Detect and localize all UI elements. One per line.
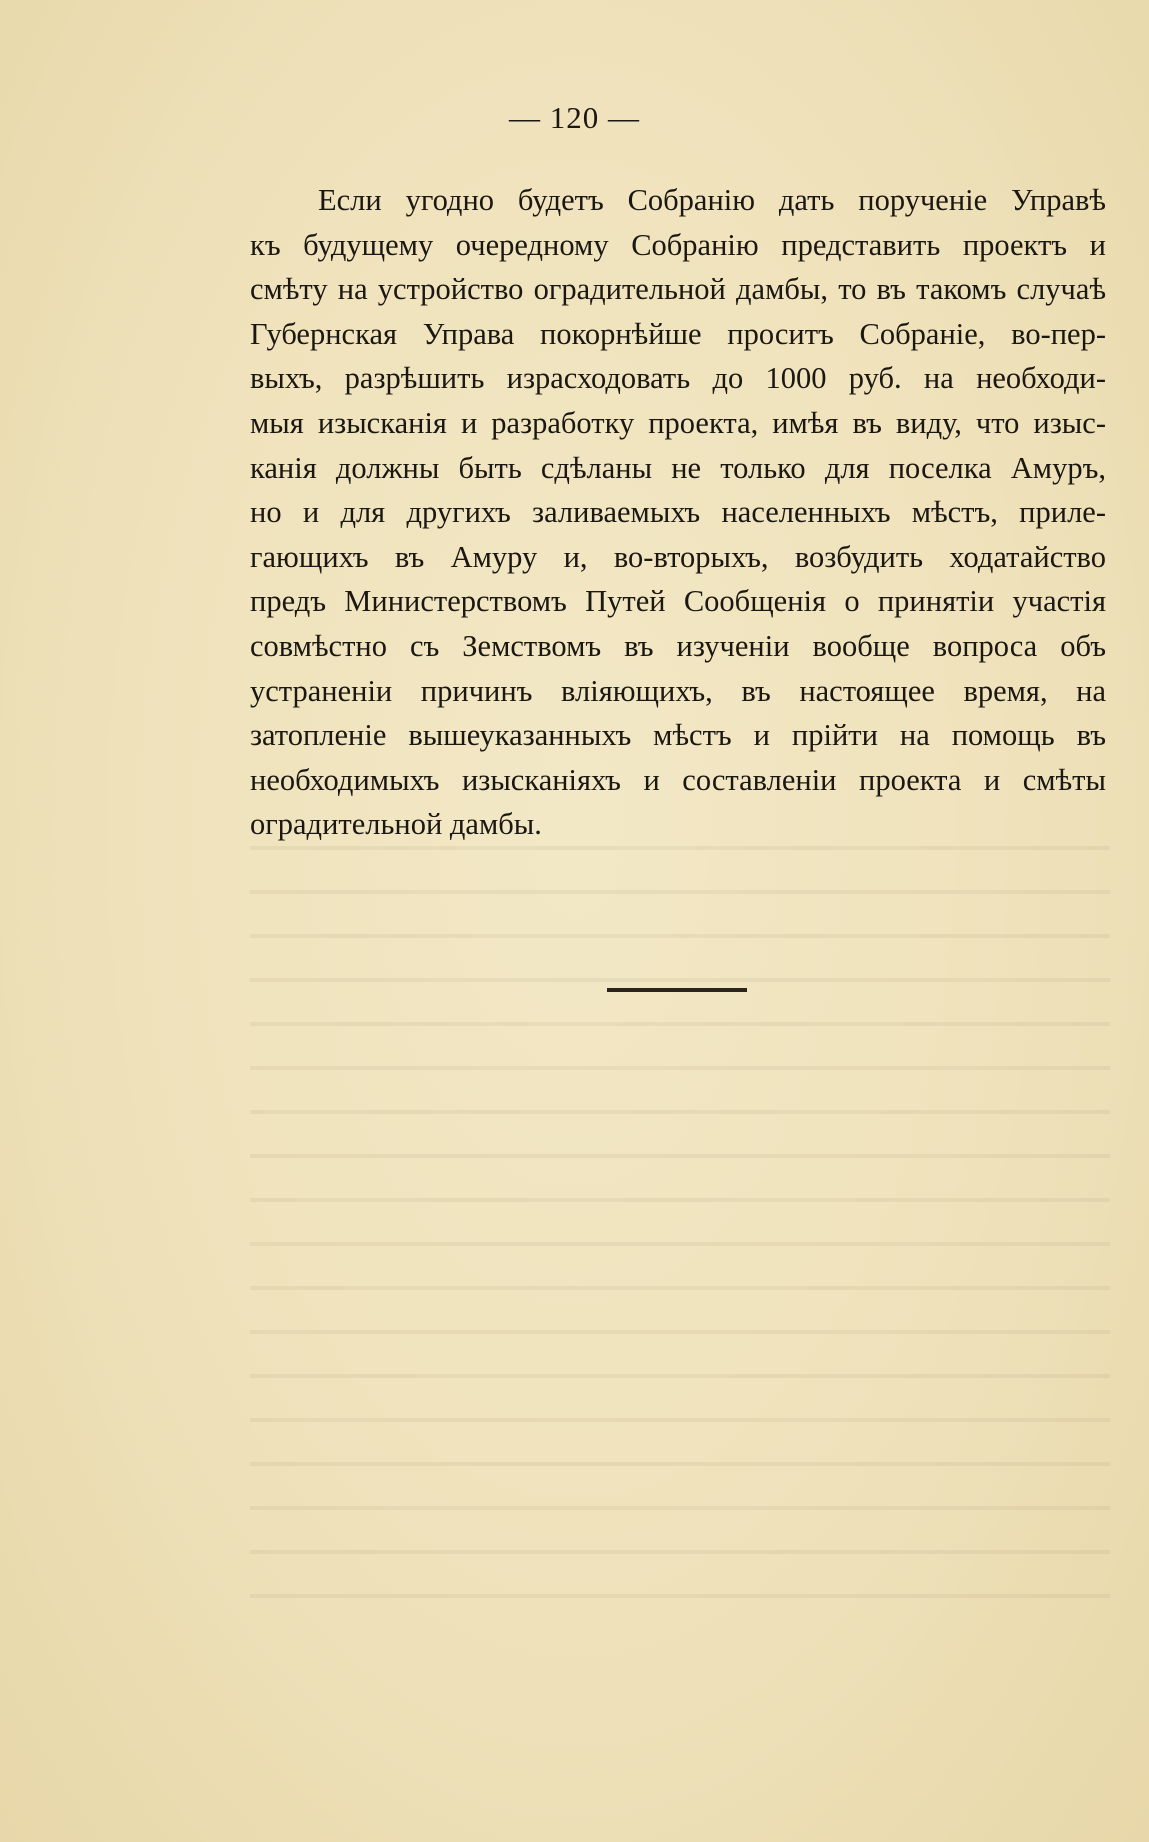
paragraph-line: оградительной дамбы. [250,807,542,842]
paragraph-line: затопленіе вышеуказанныхъ мѣстъ и прійти на помощь въ [250,718,1106,753]
show-through-text [250,820,1110,1600]
page-number: — 120 — [509,100,640,135]
paragraph-line: совмѣстно съ Земствомъ въ изученіи вообще вопроса объ [250,628,1106,663]
paragraph-line: необходимыхъ изысканіяхъ и составленіи проекта и смѣты [250,762,1106,797]
paragraph-line: устраненіи причинъ вліяющихъ, въ настоящее время, на [250,673,1106,708]
paragraph-line: Если угодно будетъ Собранію дать порученіе Управѣ [318,183,1106,217]
paragraph-line: смѣту на устройство оградительной дамбы, то въ такомъ случаѣ [250,272,1106,307]
paragraph-line: гающихъ въ Амуру и, во-вторыхъ, возбудить ходатайство [250,539,1106,574]
paragraph-line: предъ Министерствомъ Путей Сообщенія о принятіи участія [250,584,1106,619]
paragraph-line: мыя изысканія и разработку проекта, имѣя въ виду, что изыс- [250,405,1106,440]
paragraph-line: Губернская Управа покорнѣйше проситъ Собраніе, во-пер- [250,316,1106,351]
paragraph-line: выхъ, разрѣшить израсходовать до 1000 руб. на необходи- [250,361,1106,396]
paragraph-line: но и для другихъ заливаемыхъ населенныхъ мѣстъ, приле- [250,495,1106,530]
paragraph [250,178,1106,847]
paragraph-line: къ будущему очередному Собранію представить проектъ и [250,227,1106,262]
paragraph-line: канія должны быть сдѣланы не только для поселка Амуръ, [250,450,1106,485]
section-divider-rule [607,988,747,992]
